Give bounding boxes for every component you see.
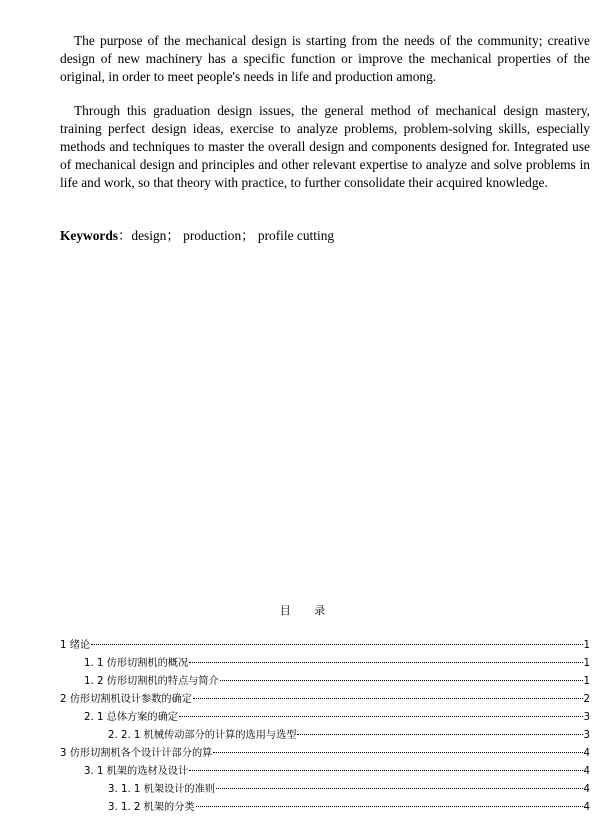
abstract-paragraph-2-text: Through this graduation design issues, the general method of mechanical design mastery, training perfect design ideas, exercise to analyze problems, problem-solving skills, especially methods and techniques to master the overall design and components designed for. Integrated use of mechanical design and principles and other relevant expertise to analyze and solve problems in life and work, so that theory with practice, to further consolidate their acquired knowledge.: [60, 103, 590, 190]
keywords-label: Keywords: [60, 228, 119, 243]
abstract-paragraph-1-text: The purpose of the mechanical design is starting from the needs of the community; creative design of new machinery has a specific function or improve the mechanical properties of the original, in order to meet people's needs in life and production among.: [60, 33, 590, 84]
toc-leader-dots: [213, 752, 582, 753]
toc-entry-page: 1: [583, 658, 590, 669]
abstract-paragraph-1: [60, 32, 590, 86]
toc-entry-page: 1: [583, 640, 590, 651]
toc-entry[interactable]: [60, 655, 590, 673]
toc-leader-dots: [193, 698, 583, 699]
toc-entry-text: 3. 1. 1 机架设计的准则: [108, 784, 215, 795]
toc-entry-text: 3 仿形切割机各个设计计部分的算: [60, 748, 213, 759]
abstract-paragraph-2: [60, 102, 590, 192]
toc-entry[interactable]: [60, 763, 590, 781]
toc-entry-text: 2 仿形切割机设计参数的确定: [60, 694, 192, 705]
toc-entry-page: 4: [583, 802, 590, 813]
toc-entry-page: 4: [583, 766, 590, 777]
toc-entry[interactable]: [60, 691, 590, 709]
keywords-line: [60, 227, 334, 245]
toc-title: 目 录: [279, 604, 336, 617]
toc-entry-text: 2. 2. 1 机械传动部分的计算的选用与选型: [108, 730, 297, 741]
toc-entry-page: 4: [583, 784, 590, 795]
table-of-contents: [60, 637, 590, 817]
toc-entry-page: 4: [583, 748, 590, 759]
toc-leader-dots: [196, 806, 583, 807]
toc-entry-text: 3. 1. 2 机架的分类: [108, 802, 195, 813]
toc-entry[interactable]: [60, 727, 590, 745]
toc-entry-text: 1. 1 仿形切割机的概况: [84, 658, 189, 669]
toc-entry-page: 1: [583, 676, 590, 687]
toc-leader-dots: [297, 734, 582, 735]
toc-entry-text: 1 绪论: [60, 640, 91, 651]
toc-entry-text: 2. 1 总体方案的确定: [84, 712, 178, 723]
toc-entry[interactable]: [60, 709, 590, 727]
toc-entry-page: 3: [583, 730, 590, 741]
toc-entry[interactable]: [60, 799, 590, 817]
toc-entry-page: 2: [583, 694, 590, 705]
toc-leader-dots: [216, 788, 583, 789]
toc-entry-text: 3. 1 机架的选材及设计: [84, 766, 189, 777]
toc-leader-dots: [220, 680, 583, 681]
toc-leader-dots: [189, 770, 582, 771]
toc-entry[interactable]: [60, 745, 590, 763]
toc-leader-dots: [189, 662, 582, 663]
keywords-value: ：design； production； profile cutting: [118, 228, 335, 243]
toc-entry[interactable]: [60, 781, 590, 799]
toc-entry[interactable]: [60, 673, 590, 691]
toc-entry-text: 1. 2 仿形切割机的特点与简介: [84, 676, 219, 687]
toc-entry[interactable]: [60, 637, 590, 655]
toc-leader-dots: [179, 716, 583, 717]
toc-leader-dots: [91, 644, 582, 645]
toc-entry-page: 3: [583, 712, 590, 723]
